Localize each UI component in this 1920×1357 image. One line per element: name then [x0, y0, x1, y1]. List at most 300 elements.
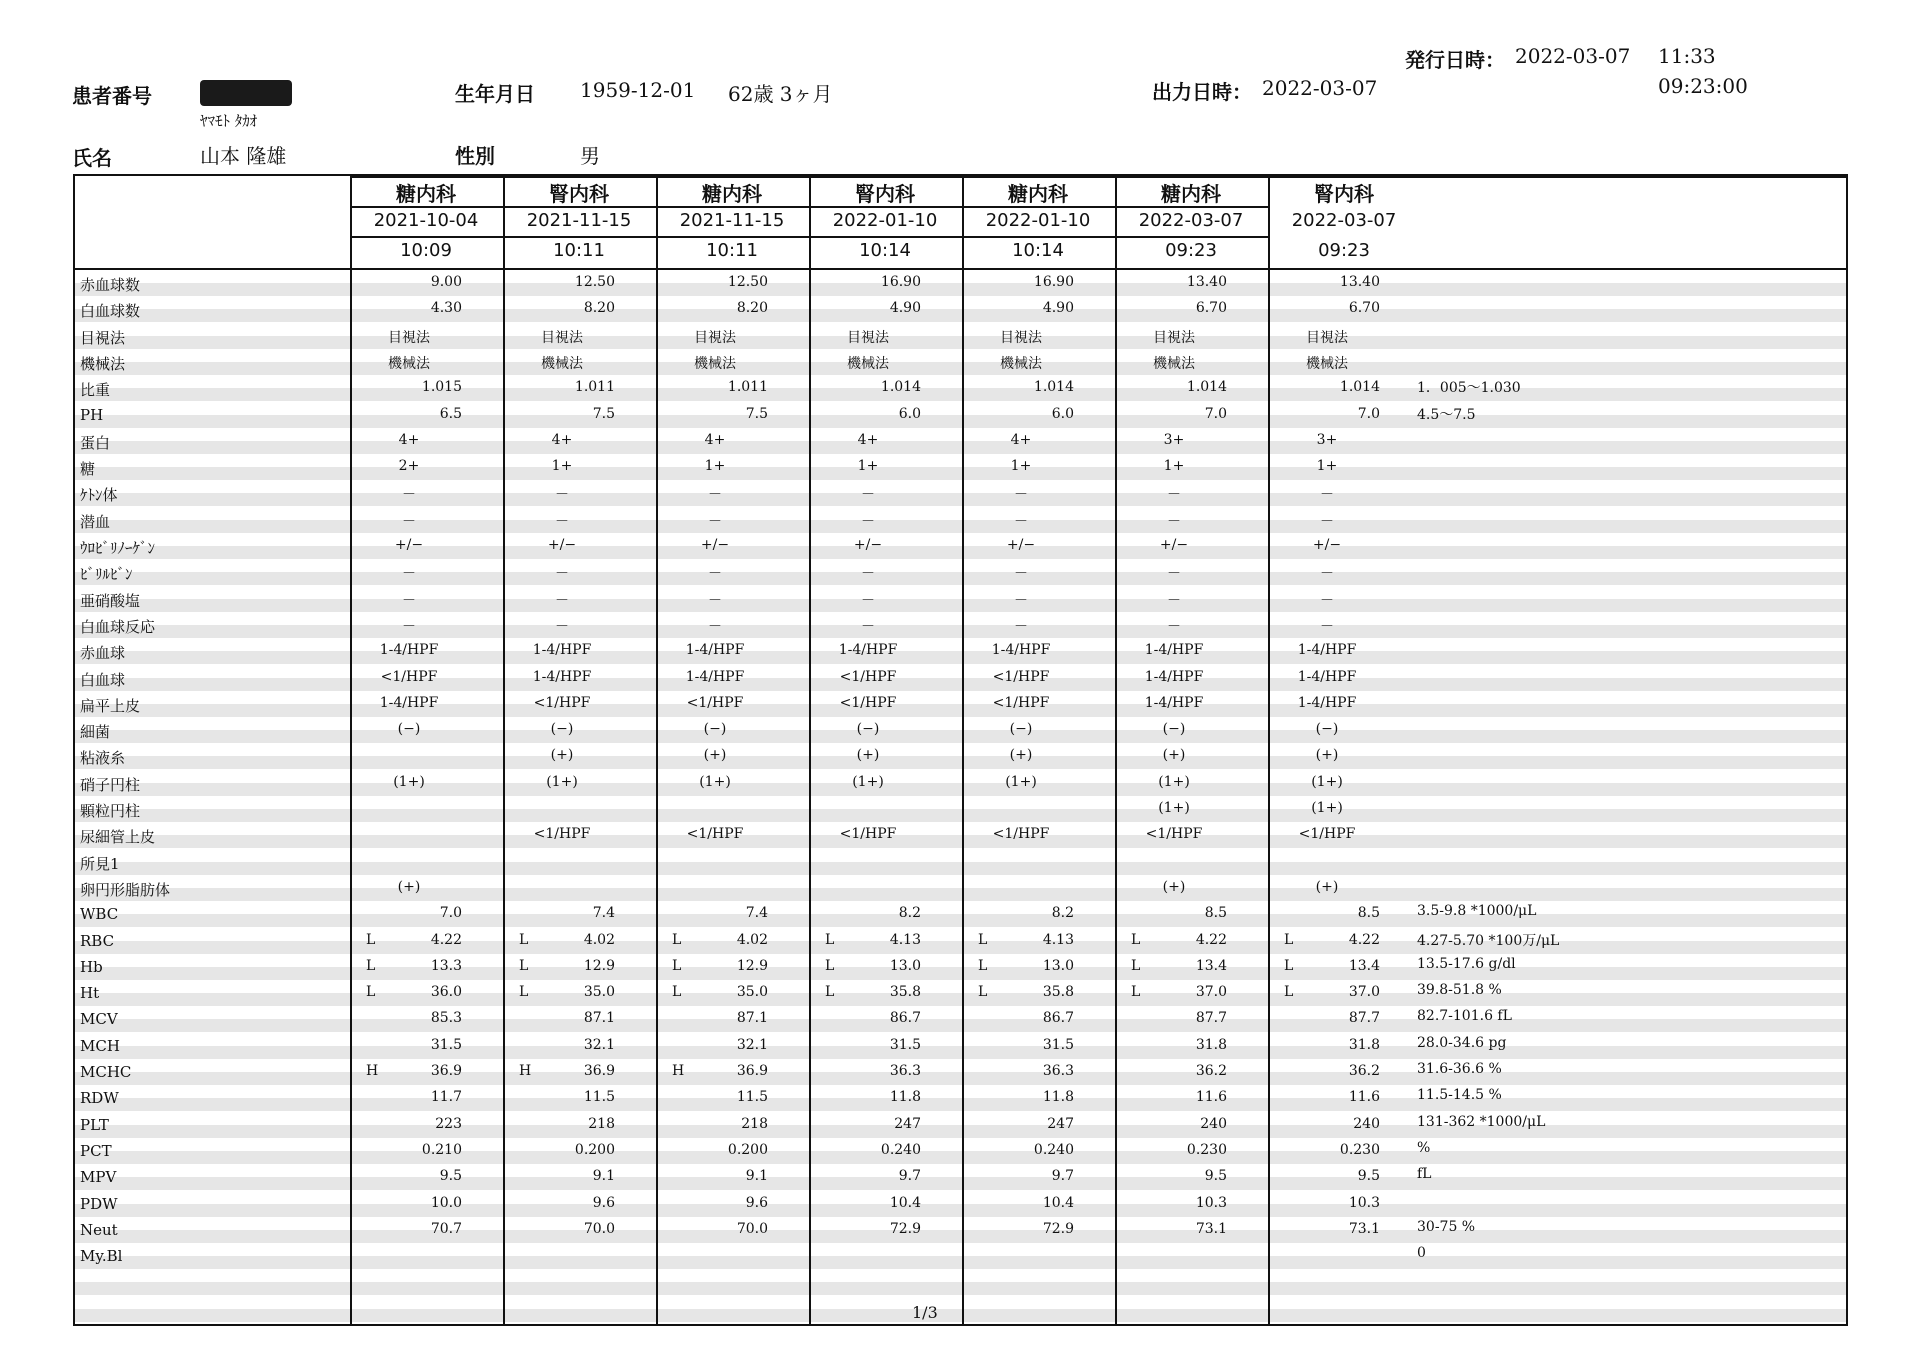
row-label: 所見1	[80, 854, 120, 873]
result-value: 7.0	[1204, 405, 1227, 422]
reference-range: 30-75 %	[1417, 1218, 1476, 1235]
result-value: 1+	[1316, 458, 1338, 475]
result-value: －	[1014, 513, 1028, 530]
result-value: 36.9	[583, 1063, 615, 1079]
row-label: PCT	[80, 1141, 112, 1160]
result-value: 36.2	[1348, 1063, 1380, 1079]
result-value: (+)	[550, 747, 574, 764]
result-value: 37.0	[1195, 984, 1227, 1001]
result-value: <1/HPF	[839, 668, 897, 685]
abnormal-flag: L	[1131, 931, 1141, 948]
abnormal-flag: L	[672, 984, 682, 1001]
result-value: 8.5	[1204, 905, 1227, 922]
result-value: 86.7	[1042, 1010, 1074, 1027]
result-value: 9.5	[439, 1168, 462, 1185]
result-value: 12.50	[574, 274, 615, 290]
row-label: MCV	[80, 1010, 118, 1029]
column-time: 10:11	[706, 240, 758, 261]
abnormal-flag: L	[1284, 931, 1294, 948]
result-value: 1-4/HPF	[532, 668, 592, 685]
result-value: 4.13	[889, 931, 921, 948]
result-value: 1+	[704, 458, 726, 475]
result-value: (−)	[1315, 721, 1339, 738]
result-value: －	[1320, 566, 1334, 583]
column-date: 2021-10-04	[373, 210, 479, 231]
result-value: 32.1	[736, 1036, 768, 1053]
row-label: ｹﾄﾝ体	[80, 486, 118, 505]
result-value: 4.22	[1195, 931, 1227, 948]
output-date: 2022-03-07	[1262, 76, 1378, 100]
result-value: 1-4/HPF	[685, 668, 745, 685]
result-value: 1-4/HPF	[532, 642, 592, 659]
column-dept: 糖内科	[1008, 182, 1068, 206]
dob-label: 生年月日	[455, 82, 535, 106]
result-value: 37.0	[1348, 984, 1380, 1001]
abnormal-flag: L	[519, 984, 529, 1001]
abnormal-flag: L	[825, 931, 835, 948]
sex-value: 男	[580, 144, 600, 168]
result-value: 9.1	[592, 1168, 615, 1185]
result-value: 16.90	[880, 274, 921, 290]
row-shading	[75, 1282, 1846, 1295]
result-value: 機械法	[541, 355, 583, 372]
result-value: 11.8	[889, 1089, 921, 1106]
result-value: 32.1	[583, 1036, 615, 1053]
page-number: 1/3	[912, 1303, 938, 1322]
column-divider	[656, 176, 658, 1324]
result-value: 247	[894, 1115, 921, 1132]
result-value: －	[1167, 513, 1181, 530]
result-value: <1/HPF	[1298, 826, 1356, 843]
row-shading	[75, 1046, 1846, 1059]
row-shading	[75, 783, 1846, 796]
result-value: 70.0	[583, 1220, 615, 1237]
result-value: 4.90	[889, 300, 921, 317]
row-label: MCHC	[80, 1063, 132, 1081]
result-value: 機械法	[694, 355, 736, 372]
row-label: 機械法	[80, 354, 126, 373]
result-value: 4.22	[430, 931, 462, 948]
row-shading	[75, 730, 1846, 743]
row-label: RDW	[80, 1089, 119, 1108]
result-value: －	[555, 513, 569, 530]
column-divider	[962, 176, 964, 1324]
result-value: <1/HPF	[686, 694, 744, 711]
row-label: MPV	[80, 1168, 117, 1187]
row-label: WBC	[80, 905, 119, 924]
result-value: 0.210	[421, 1141, 462, 1158]
row-shading	[75, 914, 1846, 927]
result-value: 218	[741, 1115, 768, 1132]
row-shading	[75, 1151, 1846, 1164]
result-value: 11.8	[1042, 1089, 1074, 1106]
result-value: 13.0	[1042, 957, 1074, 974]
row-label: 扁平上皮	[80, 696, 141, 715]
column-divider	[350, 176, 352, 1324]
reference-range: fL	[1417, 1166, 1432, 1183]
result-value: 機械法	[1153, 355, 1195, 372]
result-value: －	[1014, 487, 1028, 504]
row-shading	[75, 1125, 1846, 1138]
result-value: +/−	[1312, 537, 1342, 553]
result-value: －	[861, 513, 875, 530]
row-shading	[75, 967, 1846, 980]
result-value: 12.9	[736, 957, 768, 974]
row-label: 亜硝酸塩	[80, 591, 141, 610]
abnormal-flag: L	[1284, 984, 1294, 1001]
row-label: ｳﾛﾋﾞﾘﾉｰｹﾞﾝ	[80, 539, 156, 557]
output-label: 出力日時：	[1152, 80, 1252, 104]
row-label: Ht	[80, 984, 100, 1003]
column-date: 2022-03-07	[1138, 210, 1244, 231]
result-value: 1-4/HPF	[1297, 668, 1357, 685]
kana-name: ﾔﾏﾓﾄ ﾀｶｵ	[200, 112, 258, 130]
result-value: 1-4/HPF	[1297, 642, 1357, 659]
result-value: －	[708, 566, 722, 583]
abnormal-flag: L	[672, 957, 682, 974]
result-value: 1-4/HPF	[1144, 668, 1204, 685]
result-value: 0.230	[1186, 1141, 1227, 1158]
result-value: +/−	[1159, 537, 1189, 553]
age-value: 62歳 3ヶ月	[728, 82, 833, 106]
result-value: 0.240	[880, 1141, 921, 1158]
row-shading	[75, 441, 1846, 454]
result-value: (−)	[856, 721, 880, 738]
result-value: 9.6	[745, 1194, 768, 1211]
column-date: 2021-11-15	[679, 210, 785, 231]
row-label: RBC	[80, 931, 115, 950]
result-value: 72.9	[1042, 1220, 1074, 1237]
result-value: <1/HPF	[839, 694, 897, 711]
result-value: (+)	[1315, 878, 1339, 895]
result-value: <1/HPF	[992, 826, 1050, 843]
patient-name: 山本 隆雄	[200, 144, 287, 168]
row-shading	[75, 283, 1846, 296]
result-value: 13.3	[430, 957, 462, 974]
column-dept: 腎内科	[549, 182, 609, 206]
row-shading	[75, 415, 1846, 428]
result-value: 1.014	[880, 379, 921, 396]
result-value: 6.0	[898, 405, 921, 422]
result-value: 13.40	[1339, 274, 1380, 290]
row-shading	[75, 862, 1846, 875]
result-value: 10.4	[889, 1194, 921, 1211]
result-value: 1-4/HPF	[1144, 694, 1204, 711]
result-value: －	[1320, 487, 1334, 504]
row-shading	[75, 993, 1846, 1006]
result-value: 4.13	[1042, 931, 1074, 948]
row-shading	[75, 941, 1846, 954]
row-shading	[75, 572, 1846, 585]
result-value: <1/HPF	[839, 826, 897, 843]
result-value: 1-4/HPF	[1297, 694, 1357, 711]
row-shading	[75, 520, 1846, 533]
column-dept: 糖内科	[702, 182, 762, 206]
abnormal-flag: L	[1131, 984, 1141, 1001]
result-value: 機械法	[388, 355, 430, 372]
result-value: 10.3	[1195, 1194, 1227, 1211]
result-value: －	[1014, 592, 1028, 609]
result-value: (−)	[703, 721, 727, 738]
result-value: －	[1167, 592, 1181, 609]
row-label: 赤血球	[80, 644, 126, 663]
abnormal-flag: L	[366, 984, 376, 1001]
result-value: 機械法	[847, 355, 889, 372]
result-value: 4.02	[583, 931, 615, 948]
column-divider	[1268, 176, 1270, 1324]
row-shading	[75, 756, 1846, 769]
result-value: <1/HPF	[533, 826, 591, 843]
result-value: 3+	[1316, 431, 1338, 448]
result-value: 1-4/HPF	[838, 642, 898, 659]
result-value: 87.7	[1195, 1010, 1227, 1027]
reference-range: 28.0-34.6 pg	[1417, 1034, 1507, 1051]
result-value: +/−	[853, 537, 883, 553]
result-value: －	[861, 618, 875, 635]
result-value: 9.1	[745, 1168, 768, 1185]
column-time: 10:09	[400, 240, 452, 261]
result-value: 223	[435, 1115, 462, 1132]
result-value: (−)	[1009, 721, 1033, 738]
column-divider	[1115, 176, 1117, 1324]
abnormal-flag: L	[978, 931, 988, 948]
result-value: 218	[588, 1115, 615, 1132]
column-dept: 腎内科	[855, 182, 915, 206]
result-value: 7.5	[592, 405, 615, 422]
result-value: 7.5	[745, 405, 768, 422]
result-value: －	[708, 592, 722, 609]
result-value: －	[555, 618, 569, 635]
output-time: 09:23:00	[1658, 74, 1748, 98]
result-value: －	[555, 487, 569, 504]
result-value: (1+)	[699, 773, 731, 790]
result-value: 36.3	[889, 1063, 921, 1079]
result-value: <1/HPF	[1145, 826, 1203, 843]
result-value: 87.7	[1348, 1010, 1380, 1027]
row-shading	[75, 1204, 1846, 1217]
result-value: －	[1014, 566, 1028, 583]
abnormal-flag: L	[825, 957, 835, 974]
row-label: Hb	[80, 957, 103, 976]
result-value: 13.4	[1195, 957, 1227, 974]
result-value: 1-4/HPF	[379, 694, 439, 711]
abnormal-flag: H	[519, 1063, 532, 1079]
abnormal-flag: L	[519, 931, 529, 948]
result-value: (−)	[550, 721, 574, 738]
result-value: 8.2	[898, 905, 921, 922]
result-value: －	[402, 618, 416, 635]
row-label: 細菌	[80, 723, 111, 742]
abnormal-flag: L	[1131, 957, 1141, 974]
result-value: 1+	[1163, 458, 1185, 475]
row-shading	[75, 493, 1846, 506]
result-value: 3+	[1163, 431, 1185, 448]
sex-label: 性別	[455, 144, 495, 168]
result-value: －	[555, 592, 569, 609]
result-value: －	[1014, 618, 1028, 635]
row-label: PDW	[80, 1194, 118, 1213]
result-value: 1+	[857, 458, 879, 475]
result-value: 13.0	[889, 957, 921, 974]
result-value: 4.02	[736, 931, 768, 948]
result-value: 6.0	[1051, 405, 1074, 422]
result-value: 31.5	[889, 1036, 921, 1053]
column-dept: 糖内科	[1161, 182, 1221, 206]
result-value: 1-4/HPF	[1144, 642, 1204, 659]
row-shading	[75, 336, 1846, 349]
result-value: (+)	[1162, 878, 1186, 895]
abnormal-flag: L	[519, 957, 529, 974]
row-shading	[75, 704, 1846, 717]
result-value: 36.9	[736, 1063, 768, 1079]
reference-range: %	[1417, 1139, 1431, 1156]
result-value: －	[861, 566, 875, 583]
result-value: 36.2	[1195, 1063, 1227, 1079]
column-time: 10:14	[859, 240, 911, 261]
result-value: 240	[1353, 1115, 1380, 1132]
result-value: 240	[1200, 1115, 1227, 1132]
result-value: 1-4/HPF	[685, 642, 745, 659]
abnormal-flag: L	[978, 957, 988, 974]
result-value: 0.200	[574, 1141, 615, 1158]
result-value: +/−	[1006, 537, 1036, 553]
result-value: (1+)	[1311, 800, 1343, 816]
column-dept: 腎内科	[1314, 182, 1374, 206]
name-label: 氏名	[72, 146, 112, 170]
result-value: 1.014	[1033, 379, 1074, 396]
result-value: －	[1320, 513, 1334, 530]
result-value: 7.0	[1357, 405, 1380, 422]
result-value: 16.90	[1033, 274, 1074, 290]
row-shading	[75, 1019, 1846, 1032]
abnormal-flag: L	[672, 931, 682, 948]
result-value: 72.9	[889, 1220, 921, 1237]
row-label: 白血球数	[80, 302, 141, 321]
row-label: 顆粒円柱	[80, 802, 141, 820]
row-label: 尿細管上皮	[80, 828, 156, 847]
result-value: －	[1167, 566, 1181, 583]
result-value: －	[1167, 618, 1181, 635]
result-value: <1/HPF	[992, 694, 1050, 711]
column-dept: 糖内科	[396, 182, 456, 206]
result-value: 11.6	[1195, 1089, 1227, 1106]
result-value: 247	[1047, 1115, 1074, 1132]
column-date: 2022-01-10	[832, 210, 938, 231]
result-value: 6.70	[1348, 300, 1380, 317]
patient-no-label: 患者番号	[72, 84, 152, 108]
result-value: 0.200	[727, 1141, 768, 1158]
issue-time: 11:33	[1658, 44, 1716, 68]
result-value: 36.0	[430, 984, 462, 1001]
row-label: PH	[80, 405, 104, 424]
result-value: －	[1320, 618, 1334, 635]
dob-value: 1959-12-01	[580, 78, 696, 102]
result-value: 70.0	[736, 1220, 768, 1237]
result-value: 0.230	[1339, 1141, 1380, 1158]
row-label: 蛋白	[80, 433, 111, 452]
result-value: 4.22	[1348, 931, 1380, 948]
result-value: 0.240	[1033, 1141, 1074, 1158]
row-label: My.Bl	[80, 1247, 123, 1266]
column-date: 2022-03-07	[1291, 210, 1397, 231]
result-value: 9.5	[1204, 1168, 1227, 1185]
column-time: 10:11	[553, 240, 605, 261]
result-value: －	[861, 487, 875, 504]
row-shading	[75, 1177, 1846, 1190]
result-value: －	[402, 487, 416, 504]
result-value: 85.3	[430, 1010, 462, 1027]
result-value: －	[402, 513, 416, 530]
row-label: 白血球反応	[80, 617, 156, 636]
result-value: 12.9	[583, 957, 615, 974]
column-time: 09:23	[1318, 240, 1370, 261]
row-shading	[75, 388, 1846, 401]
result-value: －	[555, 566, 569, 583]
column-time: 09:23	[1165, 240, 1217, 261]
reference-range: 39.8-51.8 %	[1417, 982, 1502, 999]
result-value: 機械法	[1000, 355, 1042, 372]
issue-label: 発行日時：	[1405, 48, 1505, 72]
result-value: －	[1167, 487, 1181, 504]
result-value: +/−	[547, 537, 577, 553]
result-value: 7.4	[592, 905, 615, 922]
row-shading	[75, 651, 1846, 664]
row-shading	[75, 888, 1846, 901]
result-value: 9.5	[1357, 1168, 1380, 1185]
result-value: －	[402, 592, 416, 609]
result-value: 12.50	[727, 274, 768, 290]
result-value: 1.014	[1339, 379, 1380, 396]
result-value: (+)	[397, 878, 421, 895]
row-shading	[75, 309, 1846, 322]
result-value: <1/HPF	[380, 668, 438, 685]
result-value: 8.20	[736, 300, 768, 317]
result-value: －	[861, 592, 875, 609]
result-value: (1+)	[852, 773, 884, 790]
result-value: 11.7	[430, 1089, 462, 1106]
row-label: 硝子円柱	[80, 775, 141, 794]
issue-date: 2022-03-07	[1515, 44, 1631, 68]
result-value: 73.1	[1195, 1220, 1227, 1237]
result-value: 13.4	[1348, 957, 1380, 974]
result-value: －	[708, 487, 722, 504]
result-value: 8.5	[1357, 905, 1380, 922]
result-value: 4.30	[430, 300, 462, 317]
result-value: 9.7	[898, 1168, 921, 1185]
result-value: 35.0	[736, 984, 768, 1001]
abnormal-flag: L	[825, 984, 835, 1001]
result-value: 4+	[398, 431, 420, 448]
result-value: 目視法	[1306, 329, 1348, 346]
reference-range: 11.5-14.5 %	[1417, 1087, 1502, 1104]
header-bottom-line	[75, 268, 1846, 270]
reference-range: 4.27-5.70 *100万/μL	[1417, 932, 1560, 949]
row-shading	[75, 1072, 1846, 1085]
result-value: 13.40	[1186, 274, 1227, 290]
row-label: 糖	[80, 460, 96, 479]
result-value: 11.5	[583, 1089, 615, 1106]
reference-range: 13.5-17.6 g/dl	[1417, 955, 1516, 972]
result-value: 35.8	[1042, 984, 1074, 1001]
row-label: 白血球	[80, 670, 126, 689]
result-value: 1.011	[727, 379, 768, 396]
result-value: +/−	[700, 537, 730, 553]
result-value: 1+	[1010, 458, 1032, 475]
result-value: (−)	[1162, 721, 1186, 738]
row-shading	[75, 546, 1846, 559]
result-value: 1-4/HPF	[991, 642, 1051, 659]
row-label: Neut	[80, 1220, 118, 1239]
